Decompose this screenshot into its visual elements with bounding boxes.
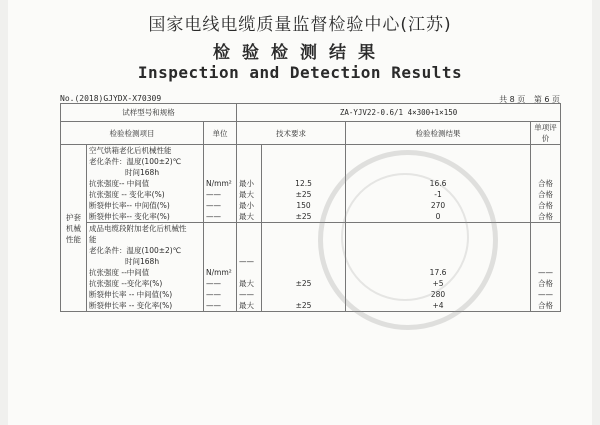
result-value: 270 bbox=[430, 201, 446, 210]
eval-value: 合格 bbox=[538, 190, 554, 199]
table-row bbox=[61, 223, 561, 312]
unit-value: N/mm² bbox=[206, 179, 232, 188]
item-line: 抗张强度 --变化率(%) bbox=[89, 279, 163, 288]
unit-dash: —— bbox=[206, 190, 221, 199]
header-unit: 单位 bbox=[204, 122, 237, 145]
unit-cell bbox=[204, 145, 237, 223]
eval-value: —— bbox=[538, 268, 554, 277]
eval-value: 合格 bbox=[538, 212, 554, 221]
result-cell bbox=[346, 145, 531, 223]
req-value: ±25 bbox=[295, 279, 312, 288]
header-row bbox=[61, 122, 561, 145]
req-value-cell bbox=[262, 145, 346, 223]
table-row bbox=[61, 145, 561, 223]
req-value-cell bbox=[262, 223, 346, 312]
item-line: 抗张强度-- 中间值 bbox=[89, 179, 150, 188]
eval-value: 合格 bbox=[538, 279, 554, 288]
item-line: 时间168h bbox=[125, 257, 160, 266]
item-line: 断裂伸长率 -- 变化率(%) bbox=[89, 301, 173, 310]
item-line: 老化条件：温度(100±2)℃ bbox=[89, 157, 182, 166]
item-line: 断裂伸长率-- 变化率(%) bbox=[89, 212, 170, 221]
header-req: 技术要求 bbox=[237, 122, 346, 145]
unit-dash: —— bbox=[206, 279, 221, 288]
header-item: 检验检测项目 bbox=[61, 122, 204, 145]
req-dash: —— bbox=[239, 257, 255, 266]
item-line: 成品电缆段附加老化后机械性 bbox=[89, 224, 187, 233]
eval-value: —— bbox=[538, 290, 554, 299]
req-label: 最大 bbox=[239, 301, 255, 310]
req-label: 最大 bbox=[239, 279, 255, 288]
result-value: -1 bbox=[434, 190, 442, 199]
result-value: 0 bbox=[435, 212, 441, 221]
result-cell bbox=[346, 223, 531, 312]
unit-value: N/mm² bbox=[206, 268, 232, 277]
req-value: 150 bbox=[296, 201, 311, 210]
eval-cell bbox=[531, 145, 561, 223]
report-number: No.(2018)GJYDX-X70309 bbox=[60, 94, 162, 103]
result-value: +5 bbox=[432, 279, 444, 288]
item-line: 能 bbox=[89, 235, 97, 244]
item-line: 老化条件：温度(100±2)℃ bbox=[89, 246, 182, 255]
req-label-cell bbox=[237, 145, 262, 223]
unit-dash: —— bbox=[206, 301, 221, 310]
item-cell bbox=[87, 223, 204, 312]
total-pages: 共 8 页 bbox=[499, 95, 526, 104]
page-subtitle: Inspection and Detection Results bbox=[137, 63, 463, 82]
category-label: 护套机械性能 bbox=[61, 145, 87, 312]
req-value: ±25 bbox=[295, 212, 312, 221]
sample-label: 试样型号和规格 bbox=[61, 104, 237, 122]
result-value: 16.6 bbox=[429, 179, 447, 188]
unit-dash: —— bbox=[206, 290, 221, 299]
item-line: 断裂伸长率-- 中间值(%) bbox=[89, 201, 170, 210]
sample-value: ZA-YJV22-0.6/1 4×300+1×150 bbox=[237, 104, 561, 122]
req-value: ±25 bbox=[295, 301, 312, 310]
req-label: 最小 bbox=[239, 201, 255, 210]
req-label: 最大 bbox=[239, 190, 255, 199]
eval-value: 合格 bbox=[538, 201, 554, 210]
page-number: 第 6 页 bbox=[533, 95, 560, 104]
unit-dash: —— bbox=[206, 201, 221, 210]
unit-dash: —— bbox=[206, 212, 221, 221]
org-title: 国家电线电缆质量监督检验中心(江苏) bbox=[148, 15, 452, 35]
req-value: 12.5 bbox=[295, 179, 312, 188]
item-line: 抗张强度 -- 变化率(%) bbox=[89, 190, 165, 199]
result-value: 280 bbox=[430, 290, 446, 299]
eval-cell bbox=[531, 223, 561, 312]
item-line: 时间168h bbox=[125, 168, 160, 177]
req-label: 最大 bbox=[239, 212, 255, 221]
result-value: +4 bbox=[432, 301, 444, 310]
unit-cell bbox=[204, 223, 237, 312]
eval-value: 合格 bbox=[538, 179, 554, 188]
req-label-cell bbox=[237, 223, 262, 312]
eval-value: 合格 bbox=[538, 301, 554, 310]
header-eval: 单项评价 bbox=[531, 122, 561, 145]
item-line: 抗张强度 --中间值 bbox=[89, 268, 150, 277]
results-table bbox=[60, 103, 561, 312]
header-result: 检验检测结果 bbox=[346, 122, 531, 145]
req-value: ±25 bbox=[295, 190, 312, 199]
req-dash: —— bbox=[239, 290, 255, 299]
req-label: 最小 bbox=[239, 179, 255, 188]
item-line: 空气烘箱老化后机械性能 bbox=[89, 146, 172, 155]
sample-row bbox=[61, 104, 561, 122]
result-value: 17.6 bbox=[429, 268, 447, 277]
page-title: 检验检测结果 bbox=[213, 43, 387, 63]
item-line: 断裂伸长率 -- 中间值(%) bbox=[89, 290, 173, 299]
item-cell bbox=[87, 145, 204, 223]
